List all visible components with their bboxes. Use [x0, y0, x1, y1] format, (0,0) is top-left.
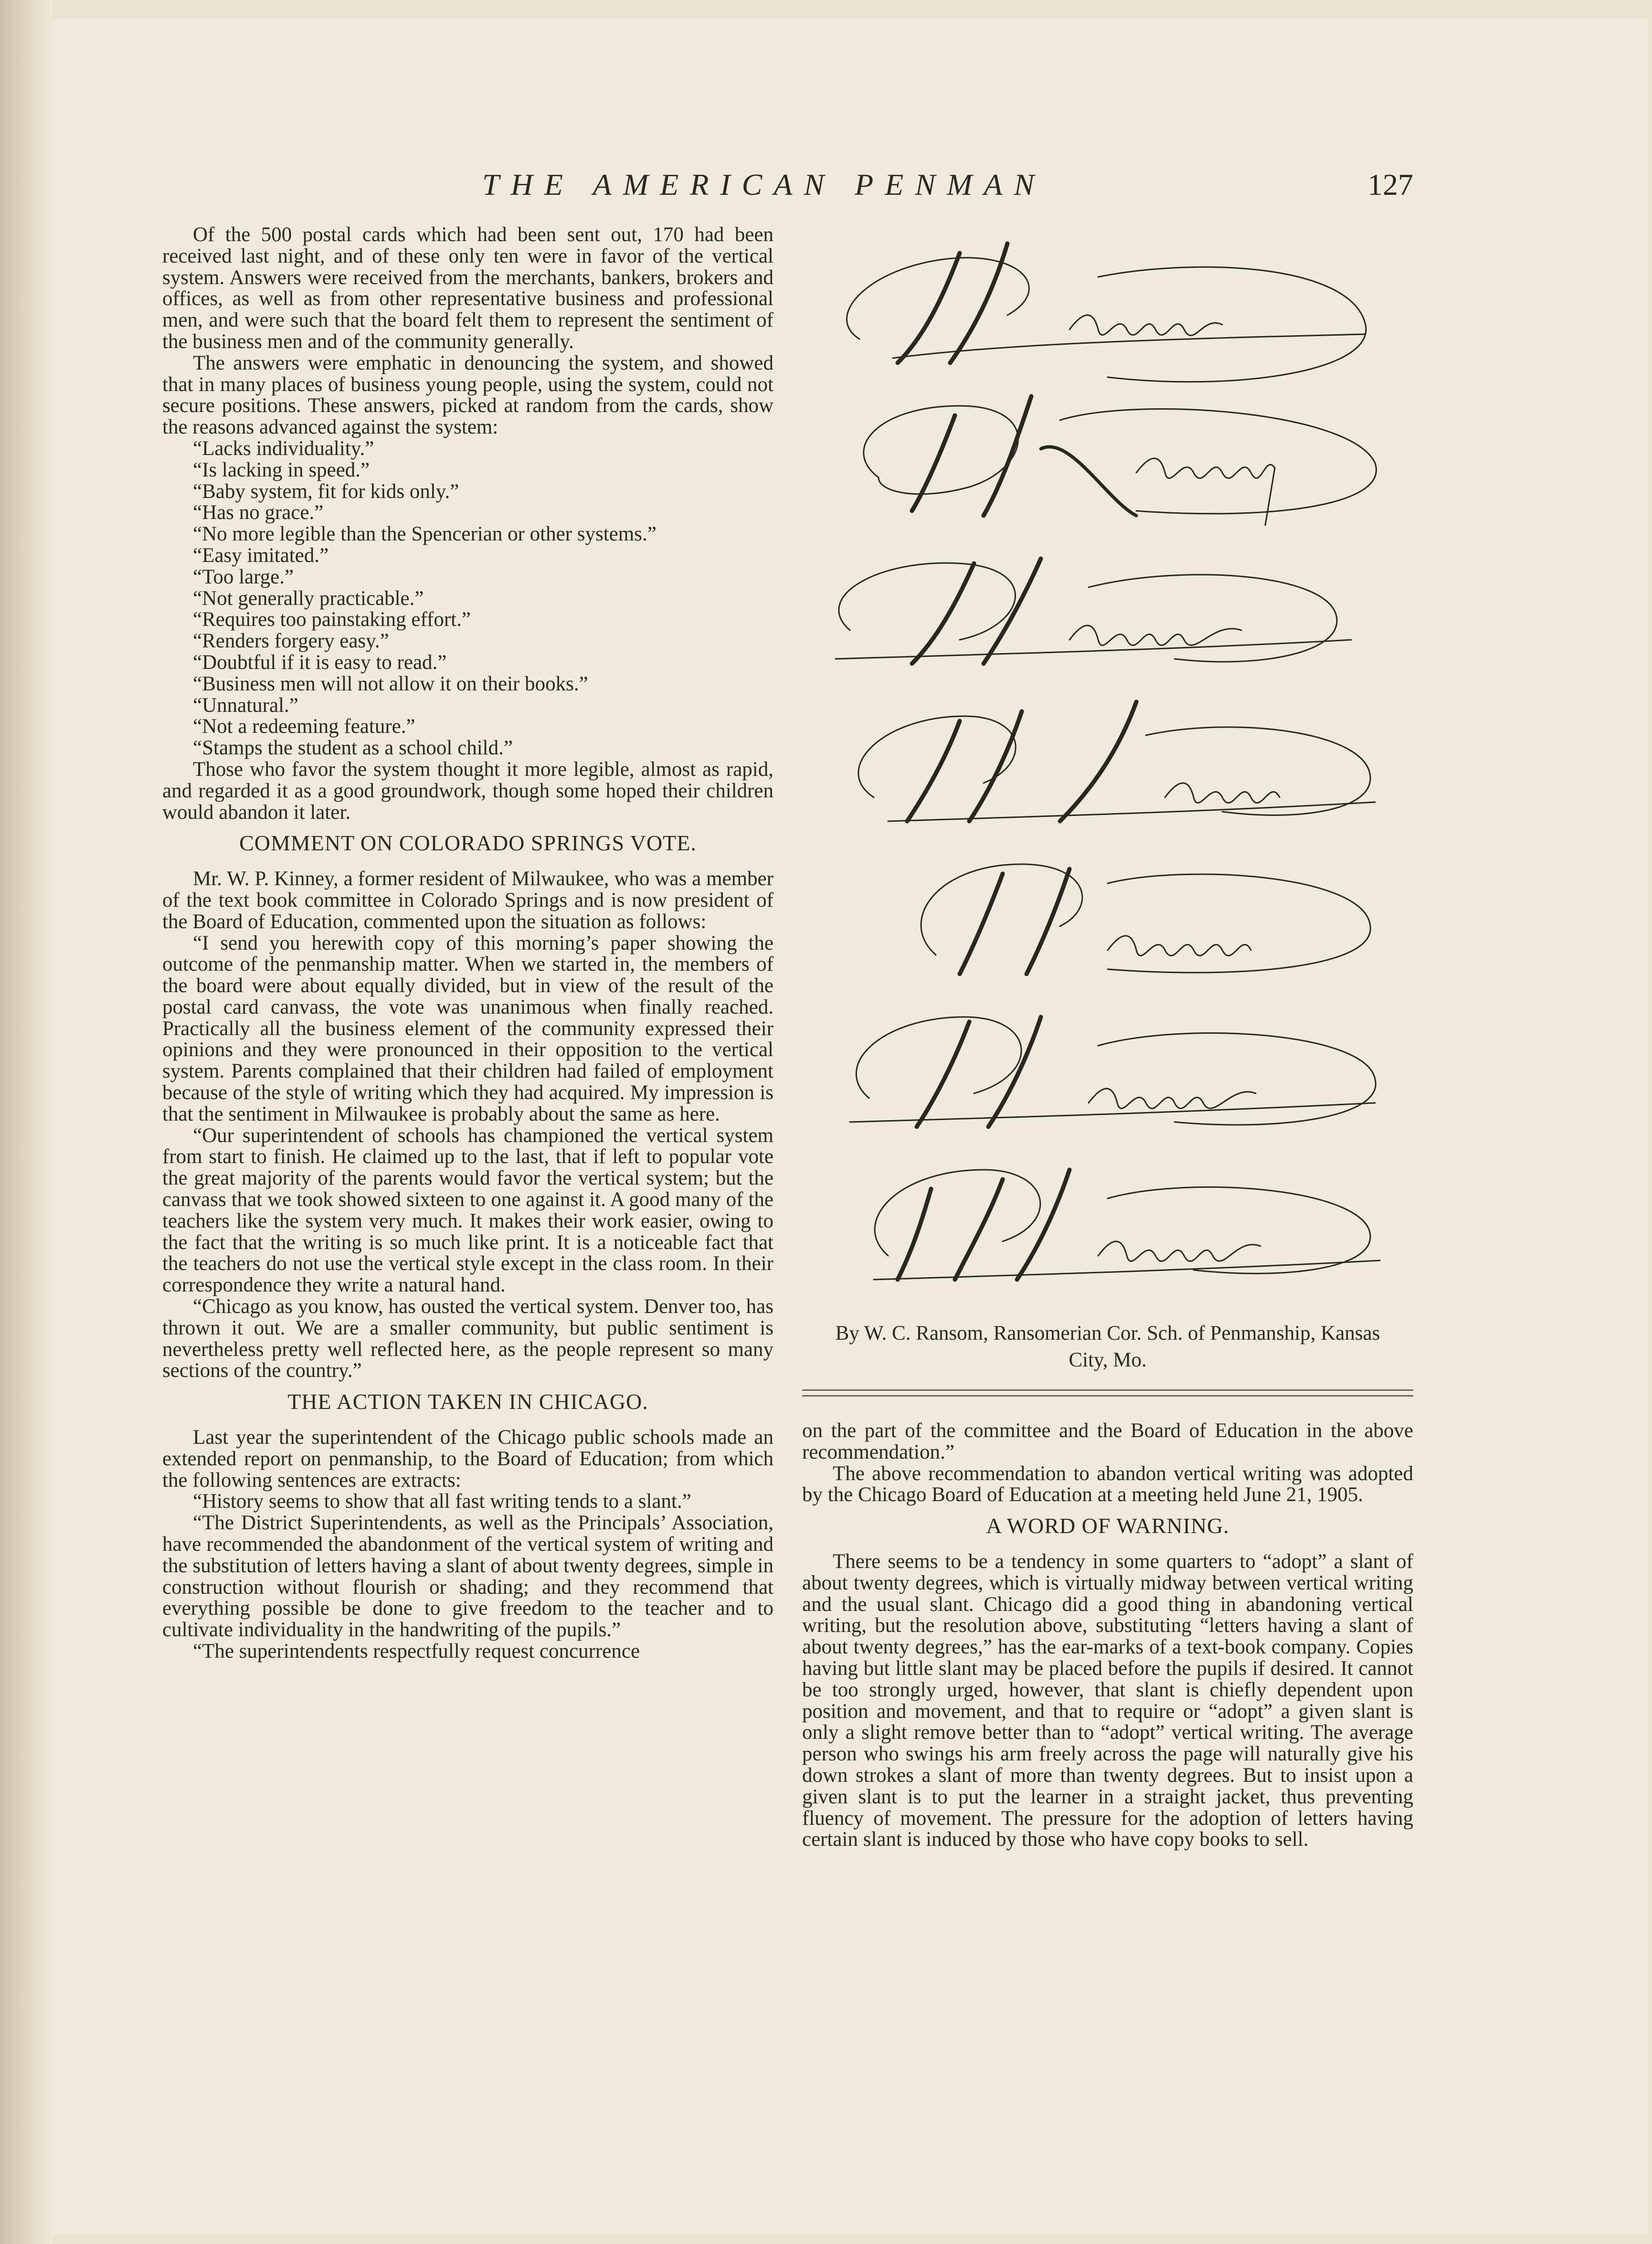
signature-flourish — [836, 559, 1351, 664]
divider — [802, 1395, 1413, 1397]
paragraph: “History seems to show that all fast writing tends to a slant.” — [193, 1490, 691, 1513]
paragraph: “The superintendents respectfully request concurrence — [193, 1640, 640, 1662]
quote-line: “Lacks individuality.” — [193, 437, 374, 460]
section-heading: COMMENT ON COLORADO SPRINGS VOTE. — [239, 831, 697, 856]
page-number: 127 — [1367, 168, 1413, 201]
quote-line: “Too large.” — [193, 565, 294, 588]
quote-line: “Renders forgery easy.” — [193, 630, 389, 653]
quote-line: “Requires too painstaking effort.” — [193, 608, 471, 631]
paragraph: Those who favor the system thought it more legible, almost as rapid, and regarded it as a good groundwork, though some hoped their children would abandon it later. — [162, 758, 773, 824]
quote-line: “Easy imitated.” — [193, 544, 329, 567]
book-spine — [0, 0, 53, 2244]
paragraph: “I send you herewith copy of this morning’s paper showing the outcome of the penmanship matter. When we started in, the members of the board were about equally divided, but in view of the result of the postal card canvass, the vote was unanimous when finally reached. Practically all the business element of the community expressed their opinions and they were pronounced in their opposition to the vertical system. Parents complained that their children had failed of employment because of the style of writing which they had acquired. My impression is that the sentiment in Milwaukee is probably about the same as here. — [162, 931, 773, 1125]
signature-flourish — [874, 1170, 1380, 1280]
signature-flourish — [847, 243, 1366, 382]
paragraph: on the part of the committee and the Board of Education in the above recommendation.” — [802, 1419, 1413, 1463]
paragraph: There seems to be a tendency in some quarters to “adopt” a slant of about twenty degrees, which is virtually midway between vertical writing and the usual slant. Chicago did a good thing in abandoning vertical writing, but the resolution above, substituting “letters having a slant of about twenty degrees,” has the ear-marks of a text-book company. Copies having but little slant may be placed before the pupils if desired. It cannot be too strongly urged, however, that slant is chiefly dependent upon position and movement, and that to require or “adopt” a given slant is only a slight remove better than to “adopt” vertical writing. The average person who swings his arm freely across the page will naturally give his down strokes a slant of more than twenty degrees. But to insist upon a given slant is to put the learner in a straight jacket, thus preventing fluency of movement. The pressure for the adoption of letters having certain slant is induced by those who have copy books to sell. — [802, 1550, 1413, 1851]
illustration-caption: By W. C. Ransom, Ransomerian Cor. Sch. of Penmanship, Kansas City, Mo. — [835, 1322, 1380, 1371]
paragraph: “Chicago as you know, has ousted the vertical system. Denver too, has thrown it out. We are a smaller community, but public sentiment is nevertheless pretty well reflected here, as the people represent so many sections of the country.” — [162, 1295, 773, 1382]
quote-line: “No more legible than the Spencerian or other systems.” — [193, 523, 657, 546]
paragraph: Mr. W. P. Kinney, a former resident of Milwaukee, who was a member of the text book committee in Colorado Springs and is now president of the Board of Education, commented upon the situation as follows: — [162, 868, 773, 933]
page-header — [482, 167, 1413, 220]
quote-line: “Not a redeeming feature.” — [193, 715, 415, 738]
quote-line: “Baby system, fit for kids only.” — [193, 480, 459, 503]
quote-line: “Business men will not allow it on their books.” — [193, 672, 588, 695]
paragraph: The answers were emphatic in denouncing the system, and showed that in many places of business young people, using the system, could not secure positions. These answers, picked at random from the cards, show the reasons advanced against the system: — [162, 351, 773, 439]
quote-line: “Is lacking in speed.” — [193, 458, 370, 481]
paragraph: “Our superintendent of schools has championed the vertical system from start to finish. He claimed up to the last, that if left to popular vote the great majority of the parents would favor the vertical system; but the canvass that we took showed sixteen to one against it. A good many of the teachers like the system very much. It makes their work easier, owing to the fact that the writing is so much like print. It is a noticeable fact that the teachers do not use the vertical style except in the class room. In their correspondence they write a natural hand. — [162, 1124, 773, 1297]
paragraph: Last year the superintendent of the Chicago public schools made an extended report on penmanship, to the Board of Education; from which the following sentences are extracts: — [162, 1426, 773, 1492]
paragraph: “The District Superintendents, as well as the Principals’ Association, have recommended the abandonment of the vertical system of writing and the substitution of letters having a slant of about twenty degrees, simple in construction without flourish or shading; and they recommend that everything possible be done to give freedom to the teacher and to cultivate individuality in the handwriting of the pupils.” — [162, 1512, 773, 1641]
left-column — [162, 224, 773, 1662]
right-column — [802, 1420, 1413, 1851]
quote-line: “Stamps the student as a school child.” — [193, 737, 513, 760]
divider — [802, 1389, 1413, 1391]
signature-flourish — [858, 702, 1375, 821]
quote-line: “Doubtful if it is easy to read.” — [193, 651, 447, 674]
signature-flourish — [864, 396, 1377, 525]
running-title: THE AMERICAN PENMAN — [482, 168, 1046, 201]
section-heading: THE ACTION TAKEN IN CHICAGO. — [287, 1389, 648, 1414]
paragraph: The above recommendation to abandon vertical writing was adopted by the Chicago Board of Education at a meeting held June 21, 1905. — [802, 1462, 1413, 1506]
quote-line: “Unnatural.” — [193, 694, 298, 717]
quote-line: “Has no grace.” — [193, 501, 324, 524]
signature-flourish — [921, 864, 1370, 974]
signature-specimens — [802, 220, 1413, 1294]
signature-flourish — [850, 1017, 1376, 1127]
quote-line: “Not generally practicable.” — [193, 587, 424, 610]
paragraph: Of the 500 postal cards which had been sent out, 170 had been received last night, and of these only ten were in favor of the vertical system. Answers were received from the merchants, bankers, brokers and offices, as well as from other representative business and professional men, and were such that the board felt them to represent the sentiment of the business men and of the community generally. — [162, 223, 773, 353]
section-heading: A WORD OF WARNING. — [986, 1514, 1229, 1538]
